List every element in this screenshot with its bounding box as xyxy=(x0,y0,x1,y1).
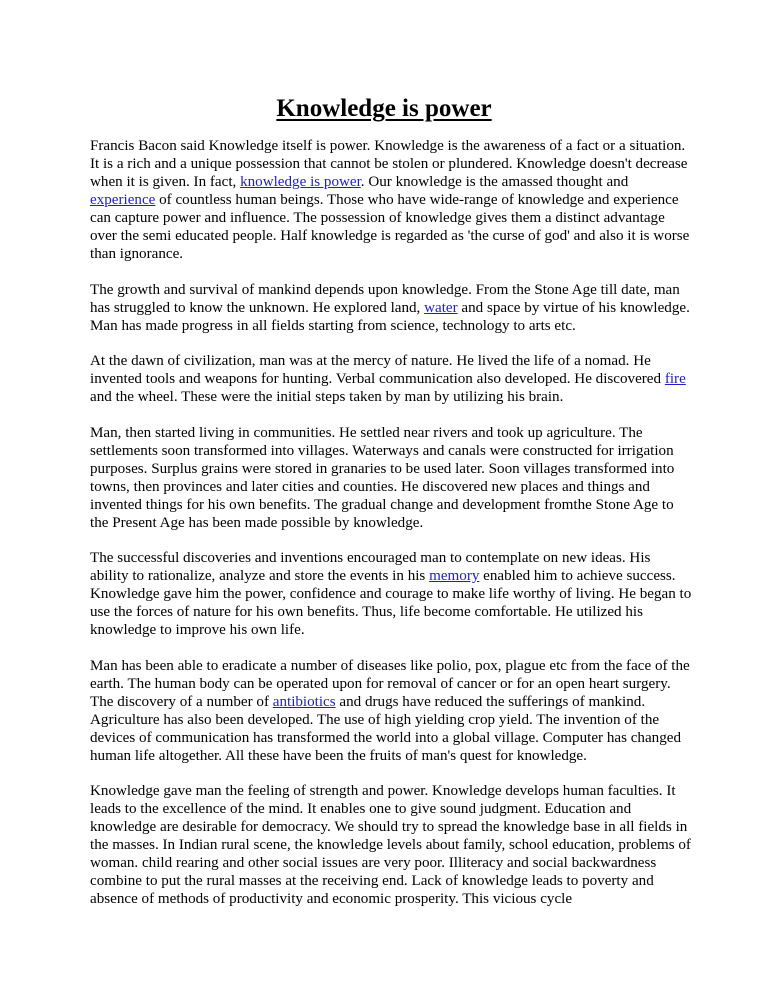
document-title: Knowledge is power xyxy=(276,95,492,122)
document-body xyxy=(90,137,692,926)
inline-link[interactable]: experience xyxy=(90,192,156,208)
text-segment: . Our knowledge is the amassed thought and xyxy=(360,174,629,190)
inline-link[interactable]: memory xyxy=(429,568,480,584)
text-segment: Francis Bacon said Knowledge itself is power. Knowledge is the awareness of a fact or a situation. It is a rich and a unique possession that cannot be stolen or plundered. Knowledge doesn't decrease when it is given. In fact, xyxy=(90,138,688,190)
text-segment: enabled him to achieve success. Knowledge gave him the power, confidence and courage to make life worthy of living. He began to use the forces of nature for his own benefits. Thus, life become comfortable. He utilized his knowledge to improve his own life. xyxy=(90,568,692,638)
text-segment: and space by virtue of his knowledge. Man has made progress in all fields starting from science, technology to arts etc. xyxy=(90,299,690,334)
text-segment: Knowledge gave man the feeling of strength and power. Knowledge develops human faculties. It leads to the excellence of the mind. It enables one to give sound judgment. Education and knowledge are desirable for democracy. We should try to spread the knowledge base in all fields in the masses. In Indian rural scene, the knowledge levels about family, school education, problems of woman. child rearing and other social issues are very poor. Illiteracy and social backwardness combine to put the rural masses at the receiving end. Lack of knowledge leads to poverty and absence of methods of productivity and economic prosperity. This vicious cycle xyxy=(90,783,691,907)
document-title-container xyxy=(0,94,768,124)
text-segment: The growth and survival of mankind depends upon knowledge. From the Stone Age till date, man has struggled to know the unknown. He explored land, xyxy=(90,281,680,316)
paragraph-1 xyxy=(90,137,692,263)
inline-link[interactable]: knowledge is power xyxy=(240,174,361,190)
text-segment: Man has been able to eradicate a number of diseases like polio, pox, plague etc from the face of the earth. The human body can be operated upon for removal of cancer or for an open heart surgery. The discovery of a number of xyxy=(90,657,690,710)
text-segment: and drugs have reduced the sufferings of mankind. Agriculture has also been developed. The use of high yielding crop yield. The invention of the devices of communication has transformed the world into a global village. Computer has changed human life altogether. All these have been the fruits of man's quest for knowledge. xyxy=(90,693,682,764)
paragraph-7 xyxy=(90,782,692,908)
paragraph-4 xyxy=(90,424,692,532)
text-segment: of countless human beings. Those who have wide-range of knowledge and experience can capture power and influence. The possession of knowledge gives them a distinct advantage over the semi educated people. Half knowledge is regarded as 'the curse of god' and also it is worse than ignorance. xyxy=(90,192,690,262)
text-segment: Man, then started living in communities. He settled near rivers and took up agriculture. The settlements soon transformed into villages. Waterways and canals were constructed for irrigation purposes. Surplus grains were stored in granaries to be used later. Soon villages transformed into towns, then provinces and later cities and counties. He discovered new places and things and invented things for his own benefits. The gradual change and development fromthe Stone Age to the Present Age has been made possible by knowledge. xyxy=(90,424,675,531)
text-segment: and the wheel. These were the initial steps taken by man by utilizing his brain. xyxy=(90,389,564,405)
paragraph-3 xyxy=(90,352,692,406)
paragraph-2 xyxy=(90,281,692,335)
text-segment: The successful discoveries and inventions encouraged man to contemplate on new ideas. His ability to rationalize, analyze and store the events in his xyxy=(90,550,651,584)
paragraph-6 xyxy=(90,657,692,765)
inline-link[interactable]: fire xyxy=(664,371,686,387)
paragraph-5 xyxy=(90,549,692,639)
inline-link[interactable]: water xyxy=(424,299,458,316)
inline-link[interactable]: antibiotics xyxy=(272,693,336,710)
text-segment: At the dawn of civilization, man was at the mercy of nature. He lived the life of a nomad. He invented tools and weapons for hunting. Verbal communication also developed. He discovered xyxy=(90,353,665,387)
